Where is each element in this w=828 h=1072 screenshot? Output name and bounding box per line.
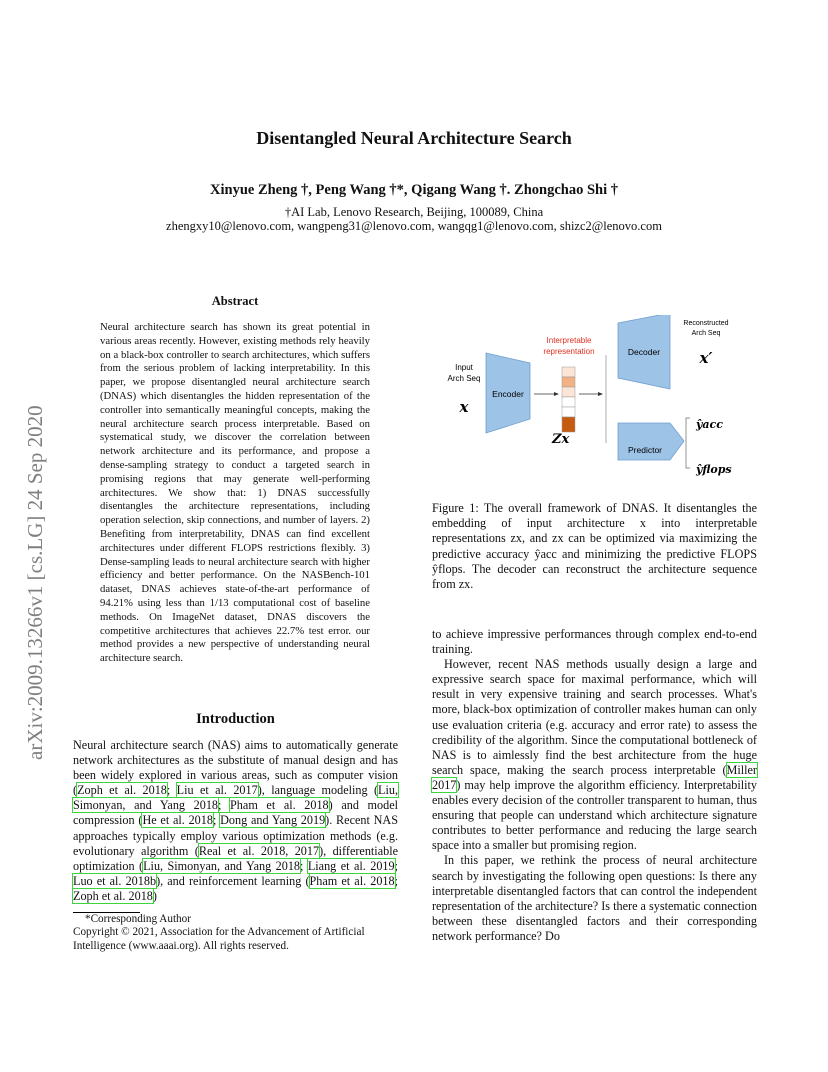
reconstructed-label: Arch Seq xyxy=(691,330,721,337)
citation-link[interactable]: Liu, Simonyan, and Yang 2018 xyxy=(73,783,398,813)
citation-link[interactable]: Dong and Yang 2019 xyxy=(220,813,326,828)
citation-link[interactable]: Real et al. 2018, 2017 xyxy=(198,843,320,858)
citation-link[interactable]: Luo et al. 2018b xyxy=(73,873,157,888)
interpretable-label: Interpretable xyxy=(546,336,592,345)
author-list: Xinyue Zheng †, Peng Wang †*, Qigang Wang †. Zhongchao Shi † xyxy=(210,182,618,198)
flops-output: ŷflops xyxy=(696,463,732,476)
arxiv-stamp: arXiv:2009.13266v1 [cs.LG] 24 Sep 2020 xyxy=(23,405,47,760)
figure-caption: Figure 1: The overall framework of DNAS. It disentangles the embedding of input architecture x into interpretable representations zx, and zx can be optimized via maximizing the predictive accuracy ŷacc and minimizing the predictive FLOPS ŷflops. The decoder can reconstruct the architecture sequence from zx. xyxy=(432,501,757,592)
encoder-label: Encoder xyxy=(492,389,524,399)
reconstructed-label: Reconstructed xyxy=(683,320,729,327)
copyright-note: Copyright © 2021, Association for the Advancement of Artificial Intelligence (www.aaai.org). All rights reserved. xyxy=(73,926,365,952)
author-emails: zhengxy10@lenovo.com, wangpeng31@lenovo.com, wangqg1@lenovo.com, shizc2@lenovo.com xyxy=(166,219,662,233)
latent-cell xyxy=(562,417,575,432)
decoder-label: Decoder xyxy=(627,347,661,357)
citation-link[interactable]: Zoph et al. 2018 xyxy=(77,783,167,798)
latent-cell xyxy=(562,407,575,417)
arrowhead xyxy=(554,392,559,396)
corresponding-author-note: *Corresponding Author xyxy=(85,913,191,925)
citation-link[interactable]: He et al. 2018 xyxy=(142,813,213,828)
input-variable: x xyxy=(459,398,469,416)
citation-link[interactable]: Liu, Simonyan, and Yang 2018 xyxy=(143,858,301,873)
intro-paragraph: Neural architecture search (NAS) aims to automatically generate network architectures as the substitute of manual design and has been widely explored in various areas, such as computer vision (Zoph et al. 2018; Liu et al. 2017), language modeling (Liu, Simonyan, and Yang 2018; Pham et al. 2018) and model compression (He et al. 2018; Dong and Yang 2019). Recent NAS approaches typically employ various optimization methods (e.g. evolutionary algorithm (Real et al. 2018, 2017), differentiable optimization (Liu, Simonyan, and Yang 2018; Liang et al. 2019; Luo et al. 2018b), and reinforcement learning (Pham et al. 2018; Zoph et al. 2018) xyxy=(73,738,399,903)
citation-link[interactable]: Miller 2017 xyxy=(432,762,757,792)
latent-cell xyxy=(562,387,575,397)
body-paragraph: In this paper, we rethink the process of neural architecture search by investigating the following open questions: Is there any interpretable disentangled factors that can control the independent representation of the architecture? Is there a systematic connection between these disentangled factors and their corresponding network performance? Do xyxy=(432,853,757,943)
latent-variable: Zx xyxy=(552,432,570,447)
reconstructed-variable: x′ xyxy=(699,349,713,367)
citation-link[interactable]: Liu et al. 2017 xyxy=(176,783,258,798)
input-label: Arch Seq xyxy=(447,374,481,383)
footnote xyxy=(73,913,398,953)
paper-title: Disentangled Neural Architecture Search xyxy=(256,128,572,148)
latent-cell xyxy=(562,367,575,377)
right-column-text xyxy=(432,627,757,944)
body-paragraph: to achieve impressive performances through complex end-to-end training. xyxy=(432,627,757,657)
introduction-heading: Introduction xyxy=(196,711,275,727)
latent-cell xyxy=(562,377,575,387)
input-label: Input xyxy=(455,363,473,372)
abstract-text: Neural architecture search has shown its great potential in various areas recently. However, existing methods rely heavily on a black-box controller to search architectures, which suffers from the serious problem of lacking interpretability. In this paper, we propose disentangled neural architecture search (DNAS) which disentangles the hidden representation of the controller into semantically meaningful concepts, making the neural architecture search process interpretable. Based on systematical study, we discover the correlation between network architecture and its performance, and propose a dense-sampling strategy to conduct a targeted search in promising regions that may generate well-performing architectures. We show that: 1) DNAS successfully disentangles the architecture representations, including operation selection, skip connections, and number of layers. 2) Benefiting from interpretability, DNAS can find excellent architectures under different FLOPS restrictions flexibly. 3) Dense-sampling leads to neural architecture search with higher efficiency and better performance. On the NASBench-101 dataset, DNAS achieves state-of-the-art performance of 94.21% using less than 1/13 computational cost of baseline methods. On ImageNet dataset, DNAS discovers the competitive architectures that achieves 22.7% test error. our method provides a new perspective of understanding neural architecture search. xyxy=(100,321,370,665)
predictor-label: Predictor xyxy=(627,445,663,455)
abstract-heading: Abstract xyxy=(211,294,259,308)
interpretable-label: representation xyxy=(543,347,595,356)
accuracy-output: ŷacc xyxy=(696,418,723,431)
citation-link[interactable]: Zoph et al. 2018 xyxy=(73,888,153,903)
affiliation: †AI Lab, Lenovo Research, Beijing, 100089, China xyxy=(284,205,544,219)
latent-cell xyxy=(562,397,575,407)
framework-figure xyxy=(440,315,740,485)
introduction-text xyxy=(73,738,398,904)
arrowhead xyxy=(598,392,603,396)
citation-link[interactable]: Pham et al. 2018 xyxy=(230,798,329,813)
citation-link[interactable]: Liang et al. 2019 xyxy=(307,858,395,873)
body-paragraph: However, recent NAS methods usually design a large and expressive search space for maximal performance, which will result in very expensive training and search processes. What's more, black-box optimization of controller makes human can only use evaluation criteria (e.g. accuracy and error rate) to assess the credibility of the algorithm. Since the computational bottleneck of NAS is to aimlessly find the best architecture from the huge search space, making the search process interpretable (Miller 2017) may help improve the algorithm efficiency. Interpretability enables every decision of the controller transparent to human, thus ensuring that people can understand which architecture signature contributes to better performance and reducing the large search space into a smaller but promising region. xyxy=(432,657,757,853)
output-bracket xyxy=(686,418,690,468)
citation-link[interactable]: Pham et al. 2018 xyxy=(309,873,395,888)
